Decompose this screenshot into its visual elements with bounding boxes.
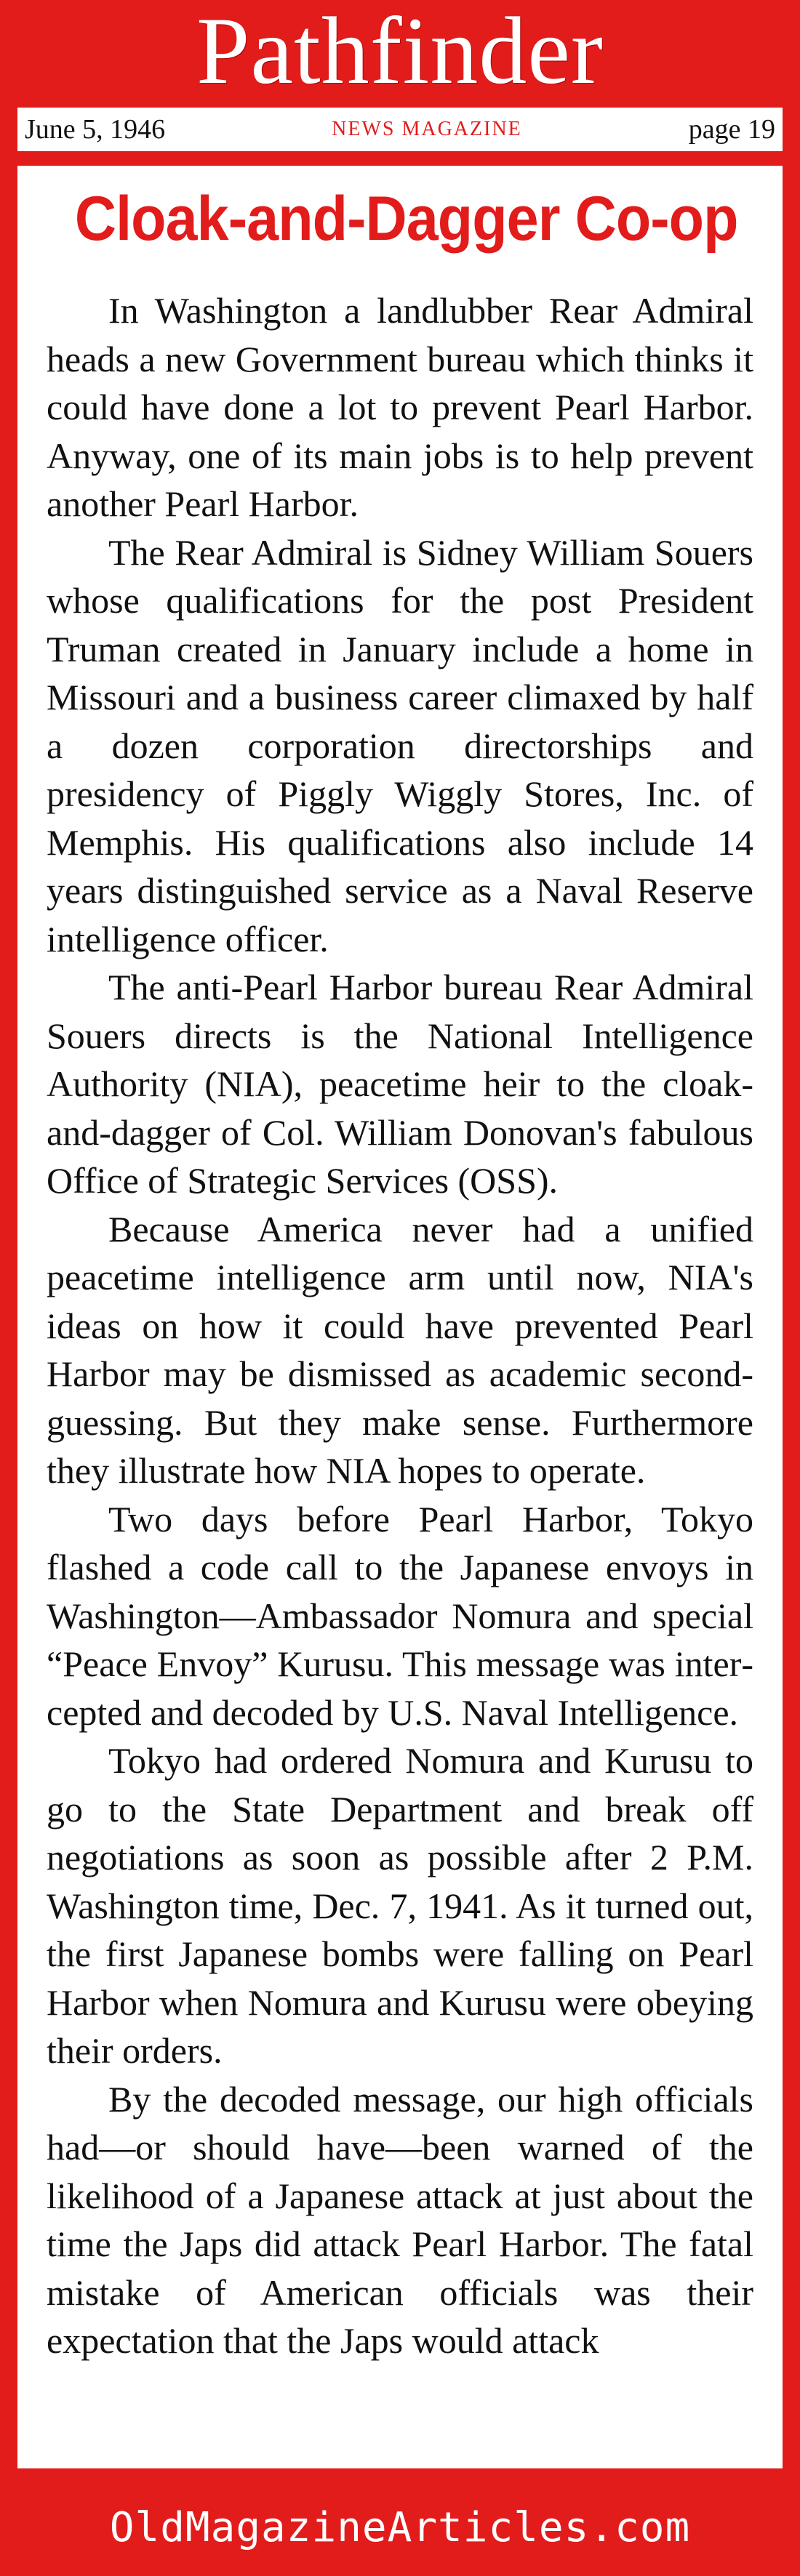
article-headline: Cloak-and-Dagger Co-op [74,184,738,254]
issue-date: June 5, 1946 [25,114,166,145]
article-paragraph: Because America never had a unified peacetime intelligence arm until now, NIA's ideas on how it could have prevented Pearl Harbor may be dismissed as academic second-guessing. But they make sense. Furthermore they illustrate how NIA hopes to operate. [47,1208,753,1491]
article-paragraph: In Washington a landlubber Rear Admiral heads a new Government bureau which thinks it could have done a lot to prevent Pearl Harbor. Anyway, one of its main jobs is to help prevent another Pearl Harbor. [47,290,753,524]
dateline-bar [17,108,783,151]
article-body [47,286,753,2365]
section-label: NEWS MAGAZINE [332,118,522,140]
page-number: page 19 [688,114,775,145]
article-paragraph: Two days before Pearl Harbor, Tokyo flashed a code call to the Japanese envoys in Washington—Ambassador Nomura and special “Peace Envoy” Kurusu. This message was intercepted and decoded by U.S. Naval Intelligence. [47,1498,753,1733]
article-paragraph: The Rear Admiral is Sidney William Souers whose qualifications for the post President Truman created in January include a home in Missouri and a business career climaxed by half a dozen corporation directorships and presidency of Piggly Wiggly Stores, Inc. of Memphis. His qualifications also include 14 years distinguished service as a Naval Reserve intelligence officer. [47,531,753,959]
article-paragraph: The anti-Pearl Harbor bureau Rear Admiral Souers directs is the National Intelligence Authority (NIA), peacetime heir to the cloak-and-dagger of Col. William Donovan's fabulous Office of Strategic Services (OSS). [47,967,753,1201]
article-paragraph: By the decoded message, our high officials had—or should have—been warned of the likelihood of a Japanese attack at just about the time the Japs did attack Pearl Harbor. The fatal mistake of American officials was their expectation that the Japs would attack [47,2078,753,2361]
site-watermark-link[interactable]: OldMagazineArticles.com [109,2503,691,2551]
article-paragraph: Tokyo had ordered Nomura and Kurusu to go to the State Department and break off negotiations as soon as possible after 2 P.M. Washington time, Dec. 7, 1941. As it turned out, the first Japanese bombs were falling on Pearl Harbor when Nomura and Kurusu were obeying their orders. [47,1740,753,2071]
footer [0,2479,800,2576]
masthead-title: Pathfinder [196,0,604,104]
article-page [17,166,783,2468]
masthead [0,0,800,109]
